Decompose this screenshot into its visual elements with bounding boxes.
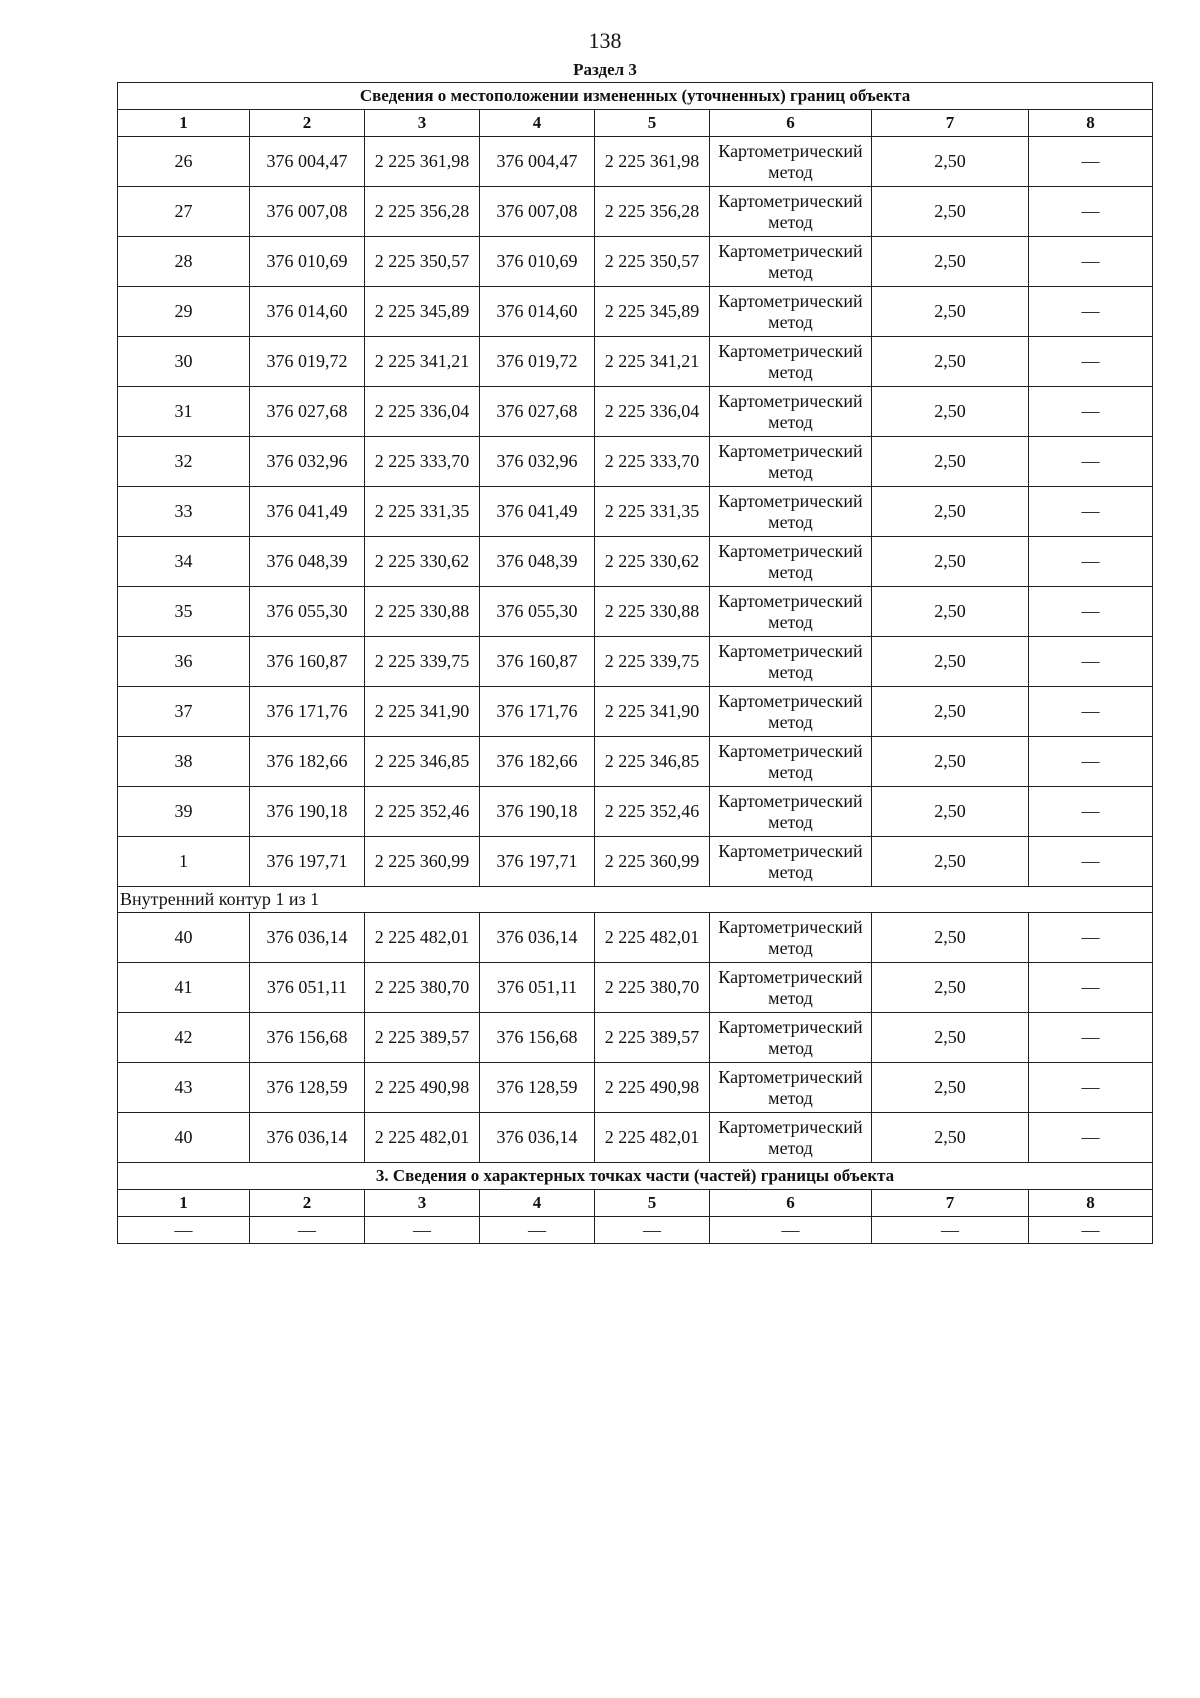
y-existing-cell: 2 225 352,46 <box>365 787 480 837</box>
point-number-cell: 33 <box>118 487 250 537</box>
method-cell: Картометрический метод <box>710 487 872 537</box>
x-refined-cell: 376 004,47 <box>480 137 595 187</box>
note-cell: — <box>1029 587 1153 637</box>
y-existing-cell: 2 225 490,98 <box>365 1063 480 1113</box>
x-refined-cell: 376 041,49 <box>480 487 595 537</box>
y-existing-cell: 2 225 330,62 <box>365 537 480 587</box>
x-existing-cell: 376 032,96 <box>250 437 365 487</box>
point-number-cell: 26 <box>118 137 250 187</box>
y-refined-cell: 2 225 361,98 <box>595 137 710 187</box>
y-existing-cell: 2 225 389,57 <box>365 1013 480 1063</box>
method-cell: Картометрический метод <box>710 737 872 787</box>
parts-caption-row <box>118 1163 1153 1190</box>
x-refined-cell: 376 019,72 <box>480 337 595 387</box>
x-existing-cell: 376 182,66 <box>250 737 365 787</box>
y-existing-cell: 2 225 341,21 <box>365 337 480 387</box>
accuracy-cell: 2,50 <box>872 237 1029 287</box>
table-row <box>118 437 1153 487</box>
note-cell: — <box>1029 837 1153 887</box>
column-number-5: 5 <box>595 1190 710 1217</box>
method-cell: Картометрический метод <box>710 337 872 387</box>
table-row <box>118 387 1153 437</box>
y-refined-cell: 2 225 345,89 <box>595 287 710 337</box>
note-cell: — <box>1029 487 1153 537</box>
x-refined-cell: 376 128,59 <box>480 1063 595 1113</box>
y-existing-cell: 2 225 339,75 <box>365 637 480 687</box>
column-number-4: 4 <box>480 110 595 137</box>
point-number-cell: 42 <box>118 1013 250 1063</box>
method-cell: Картометрический метод <box>710 1113 872 1163</box>
parts-empty-cell-5: — <box>595 1217 710 1244</box>
note-cell: — <box>1029 687 1153 737</box>
method-cell: Картометрический метод <box>710 787 872 837</box>
x-refined-cell: 376 160,87 <box>480 637 595 687</box>
y-existing-cell: 2 225 346,85 <box>365 737 480 787</box>
page-number: 138 <box>588 28 622 53</box>
x-refined-cell: 376 197,71 <box>480 837 595 887</box>
y-refined-cell: 2 225 339,75 <box>595 637 710 687</box>
column-number-7: 7 <box>872 1190 1029 1217</box>
note-cell: — <box>1029 1063 1153 1113</box>
y-existing-cell: 2 225 360,99 <box>365 837 480 887</box>
table-row <box>118 837 1153 887</box>
point-number-cell: 1 <box>118 837 250 887</box>
x-existing-cell: 376 041,49 <box>250 487 365 537</box>
parts-empty-cell-3: — <box>365 1217 480 1244</box>
point-number-cell: 31 <box>118 387 250 437</box>
note-cell: — <box>1029 913 1153 963</box>
point-number-cell: 32 <box>118 437 250 487</box>
point-number-cell: 43 <box>118 1063 250 1113</box>
table-row <box>118 337 1153 387</box>
accuracy-cell: 2,50 <box>872 137 1029 187</box>
accuracy-cell: 2,50 <box>872 1013 1029 1063</box>
column-number-8: 8 <box>1029 110 1153 137</box>
method-cell: Картометрический метод <box>710 387 872 437</box>
note-cell: — <box>1029 337 1153 387</box>
x-existing-cell: 376 036,14 <box>250 1113 365 1163</box>
table-caption-row <box>118 83 1153 110</box>
x-refined-cell: 376 007,08 <box>480 187 595 237</box>
table-row <box>118 1113 1153 1163</box>
method-cell: Картометрический метод <box>710 537 872 587</box>
x-refined-cell: 376 182,66 <box>480 737 595 787</box>
accuracy-cell: 2,50 <box>872 913 1029 963</box>
column-number-1: 1 <box>118 1190 250 1217</box>
x-existing-cell: 376 007,08 <box>250 187 365 237</box>
y-existing-cell: 2 225 380,70 <box>365 963 480 1013</box>
point-number-cell: 29 <box>118 287 250 337</box>
note-cell: — <box>1029 137 1153 187</box>
x-existing-cell: 376 010,69 <box>250 237 365 287</box>
method-cell: Картометрический метод <box>710 137 872 187</box>
table-row <box>118 737 1153 787</box>
method-cell: Картометрический метод <box>710 1013 872 1063</box>
accuracy-cell: 2,50 <box>872 787 1029 837</box>
parts-empty-cell-2: — <box>250 1217 365 1244</box>
y-refined-cell: 2 225 482,01 <box>595 913 710 963</box>
note-cell: — <box>1029 787 1153 837</box>
x-existing-cell: 376 048,39 <box>250 537 365 587</box>
x-refined-cell: 376 051,11 <box>480 963 595 1013</box>
table-row <box>118 787 1153 837</box>
point-number-cell: 35 <box>118 587 250 637</box>
point-number-cell: 28 <box>118 237 250 287</box>
column-number-6: 6 <box>710 1190 872 1217</box>
table-row <box>118 1013 1153 1063</box>
table-row <box>118 537 1153 587</box>
table-row <box>118 587 1153 637</box>
accuracy-cell: 2,50 <box>872 687 1029 737</box>
y-refined-cell: 2 225 389,57 <box>595 1013 710 1063</box>
x-refined-cell: 376 171,76 <box>480 687 595 737</box>
parts-column-number-row <box>118 1190 1153 1217</box>
y-refined-cell: 2 225 482,01 <box>595 1113 710 1163</box>
inner-contour-label: Внутренний контур 1 из 1 <box>118 887 1153 913</box>
method-cell: Картометрический метод <box>710 687 872 737</box>
x-existing-cell: 376 160,87 <box>250 637 365 687</box>
parts-empty-cell-7: — <box>872 1217 1029 1244</box>
table-row <box>118 1063 1153 1113</box>
method-cell: Картометрический метод <box>710 237 872 287</box>
column-number-2: 2 <box>250 110 365 137</box>
point-number-cell: 38 <box>118 737 250 787</box>
y-refined-cell: 2 225 330,88 <box>595 587 710 637</box>
note-cell: — <box>1029 437 1153 487</box>
column-number-2: 2 <box>250 1190 365 1217</box>
accuracy-cell: 2,50 <box>872 1063 1029 1113</box>
x-refined-cell: 376 010,69 <box>480 237 595 287</box>
note-cell: — <box>1029 963 1153 1013</box>
x-existing-cell: 376 190,18 <box>250 787 365 837</box>
point-number-cell: 40 <box>118 1113 250 1163</box>
accuracy-cell: 2,50 <box>872 387 1029 437</box>
note-cell: — <box>1029 537 1153 587</box>
note-cell: — <box>1029 237 1153 287</box>
column-number-3: 3 <box>365 110 480 137</box>
method-cell: Картометрический метод <box>710 637 872 687</box>
table-row <box>118 287 1153 337</box>
note-cell: — <box>1029 637 1153 687</box>
column-number-7: 7 <box>872 110 1029 137</box>
x-refined-cell: 376 032,96 <box>480 437 595 487</box>
section-title: Раздел 3 <box>573 60 637 79</box>
column-number-5: 5 <box>595 110 710 137</box>
table-row <box>118 137 1153 187</box>
table-row <box>118 963 1153 1013</box>
y-refined-cell: 2 225 341,90 <box>595 687 710 737</box>
inner-contour-row <box>118 887 1153 913</box>
accuracy-cell: 2,50 <box>872 337 1029 387</box>
method-cell: Картометрический метод <box>710 837 872 887</box>
accuracy-cell: 2,50 <box>872 963 1029 1013</box>
y-refined-cell: 2 225 356,28 <box>595 187 710 237</box>
coordinates-table <box>117 82 1153 1244</box>
method-cell: Картометрический метод <box>710 963 872 1013</box>
accuracy-cell: 2,50 <box>872 1113 1029 1163</box>
column-number-8: 8 <box>1029 1190 1153 1217</box>
note-cell: — <box>1029 1013 1153 1063</box>
column-number-4: 4 <box>480 1190 595 1217</box>
y-refined-cell: 2 225 360,99 <box>595 837 710 887</box>
x-refined-cell: 376 156,68 <box>480 1013 595 1063</box>
y-existing-cell: 2 225 482,01 <box>365 1113 480 1163</box>
x-existing-cell: 376 051,11 <box>250 963 365 1013</box>
x-existing-cell: 376 055,30 <box>250 587 365 637</box>
column-number-1: 1 <box>118 110 250 137</box>
method-cell: Картометрический метод <box>710 287 872 337</box>
method-cell: Картометрический метод <box>710 913 872 963</box>
accuracy-cell: 2,50 <box>872 737 1029 787</box>
point-number-cell: 40 <box>118 913 250 963</box>
y-refined-cell: 2 225 331,35 <box>595 487 710 537</box>
method-cell: Картометрический метод <box>710 437 872 487</box>
accuracy-cell: 2,50 <box>872 187 1029 237</box>
note-cell: — <box>1029 187 1153 237</box>
y-refined-cell: 2 225 346,85 <box>595 737 710 787</box>
y-refined-cell: 2 225 350,57 <box>595 237 710 287</box>
column-number-row <box>118 110 1153 137</box>
table-row <box>118 913 1153 963</box>
x-existing-cell: 376 036,14 <box>250 913 365 963</box>
y-existing-cell: 2 225 330,88 <box>365 587 480 637</box>
note-cell: — <box>1029 287 1153 337</box>
y-refined-cell: 2 225 490,98 <box>595 1063 710 1113</box>
point-number-cell: 36 <box>118 637 250 687</box>
y-existing-cell: 2 225 333,70 <box>365 437 480 487</box>
x-existing-cell: 376 156,68 <box>250 1013 365 1063</box>
y-refined-cell: 2 225 380,70 <box>595 963 710 1013</box>
point-number-cell: 30 <box>118 337 250 387</box>
y-existing-cell: 2 225 361,98 <box>365 137 480 187</box>
accuracy-cell: 2,50 <box>872 537 1029 587</box>
y-refined-cell: 2 225 341,21 <box>595 337 710 387</box>
accuracy-cell: 2,50 <box>872 837 1029 887</box>
note-cell: — <box>1029 1113 1153 1163</box>
accuracy-cell: 2,50 <box>872 287 1029 337</box>
x-refined-cell: 376 048,39 <box>480 537 595 587</box>
method-cell: Картометрический метод <box>710 587 872 637</box>
y-refined-cell: 2 225 336,04 <box>595 387 710 437</box>
accuracy-cell: 2,50 <box>872 637 1029 687</box>
method-cell: Картометрический метод <box>710 187 872 237</box>
table-row <box>118 637 1153 687</box>
column-number-3: 3 <box>365 1190 480 1217</box>
parts-empty-cell-8: — <box>1029 1217 1153 1244</box>
parts-empty-row <box>118 1217 1153 1244</box>
table-caption: Сведения о местоположении измененных (уточненных) границ объекта <box>118 83 1153 110</box>
parts-caption: 3. Сведения о характерных точках части (частей) границы объекта <box>118 1163 1153 1190</box>
x-refined-cell: 376 027,68 <box>480 387 595 437</box>
point-number-cell: 39 <box>118 787 250 837</box>
table-row <box>118 237 1153 287</box>
table-row <box>118 687 1153 737</box>
y-existing-cell: 2 225 336,04 <box>365 387 480 437</box>
y-refined-cell: 2 225 352,46 <box>595 787 710 837</box>
x-existing-cell: 376 004,47 <box>250 137 365 187</box>
y-existing-cell: 2 225 331,35 <box>365 487 480 537</box>
note-cell: — <box>1029 737 1153 787</box>
point-number-cell: 37 <box>118 687 250 737</box>
x-refined-cell: 376 190,18 <box>480 787 595 837</box>
parts-empty-cell-6: — <box>710 1217 872 1244</box>
y-existing-cell: 2 225 356,28 <box>365 187 480 237</box>
y-refined-cell: 2 225 330,62 <box>595 537 710 587</box>
point-number-cell: 34 <box>118 537 250 587</box>
accuracy-cell: 2,50 <box>872 487 1029 537</box>
table-row <box>118 487 1153 537</box>
y-existing-cell: 2 225 341,90 <box>365 687 480 737</box>
column-number-6: 6 <box>710 110 872 137</box>
y-refined-cell: 2 225 333,70 <box>595 437 710 487</box>
x-existing-cell: 376 197,71 <box>250 837 365 887</box>
table-row <box>118 187 1153 237</box>
y-existing-cell: 2 225 350,57 <box>365 237 480 287</box>
method-cell: Картометрический метод <box>710 1063 872 1113</box>
x-existing-cell: 376 128,59 <box>250 1063 365 1113</box>
accuracy-cell: 2,50 <box>872 437 1029 487</box>
parts-empty-cell-1: — <box>118 1217 250 1244</box>
x-existing-cell: 376 014,60 <box>250 287 365 337</box>
y-existing-cell: 2 225 345,89 <box>365 287 480 337</box>
x-refined-cell: 376 055,30 <box>480 587 595 637</box>
parts-empty-cell-4: — <box>480 1217 595 1244</box>
x-existing-cell: 376 019,72 <box>250 337 365 387</box>
point-number-cell: 41 <box>118 963 250 1013</box>
x-refined-cell: 376 014,60 <box>480 287 595 337</box>
x-existing-cell: 376 171,76 <box>250 687 365 737</box>
x-refined-cell: 376 036,14 <box>480 1113 595 1163</box>
accuracy-cell: 2,50 <box>872 587 1029 637</box>
point-number-cell: 27 <box>118 187 250 237</box>
note-cell: — <box>1029 387 1153 437</box>
x-refined-cell: 376 036,14 <box>480 913 595 963</box>
x-existing-cell: 376 027,68 <box>250 387 365 437</box>
y-existing-cell: 2 225 482,01 <box>365 913 480 963</box>
